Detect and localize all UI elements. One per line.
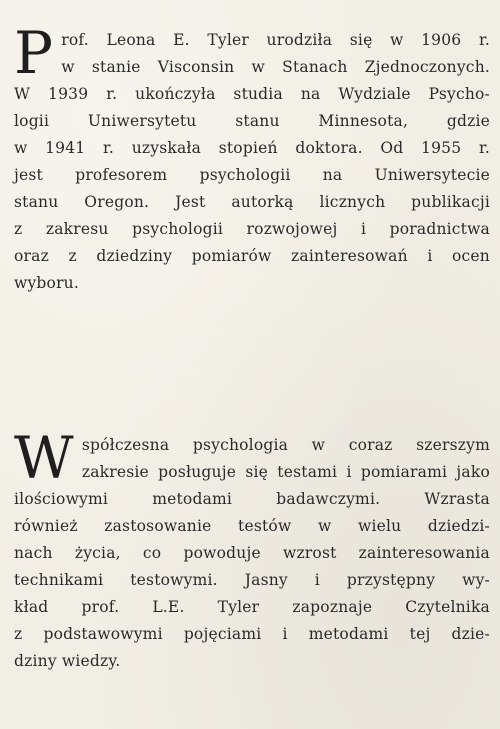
description-line: spółczesna psychologia w coraz szerszym [81, 436, 490, 454]
book-description [14, 424, 490, 675]
dropcap-p: P [14, 19, 54, 87]
dropcap-w: W [14, 424, 74, 492]
description-line: dziny wiedzy. [14, 652, 121, 670]
description-line: ilościowymi metodami badawczymi. Wzrasta [14, 490, 490, 508]
bio-line: logii Uniwersytetu stanu Minnesota, gdzie [14, 112, 490, 130]
bio-line: w stanie Visconsin w Stanach Zjednoczonych. [61, 58, 490, 76]
bio-line: w 1941 r. uzyskała stopień doktora. Od 1955 r. [14, 139, 490, 157]
bio-line: wyboru. [14, 274, 79, 292]
bio-line: stanu Oregon. Jest autorką licznych publikacji [14, 193, 490, 211]
description-line: zakresie posługuje się testami i pomiarami jako [81, 463, 490, 481]
description-line: nach życia, co powoduje wzrost zainteresowania [14, 544, 490, 562]
description-line: kład prof. L.E. Tyler zapoznaje Czytelnika [14, 598, 490, 616]
bio-line: jest profesorem psychologii na Uniwersytecie [14, 166, 490, 184]
description-line: technikami testowymi. Jasny i przystępny wy- [14, 571, 490, 589]
bio-line: z zakresu psychologii rozwojowej i poradnictwa [14, 220, 490, 238]
description-line: z podstawowymi pojęciami i metodami tej dzie- [14, 625, 490, 643]
description-line: również zastosowanie testów w wielu dziedzi- [14, 517, 490, 535]
bio-line: rof. Leona E. Tyler urodziła się w 1906 r. [61, 31, 490, 49]
bio-line: W 1939 r. ukończyła studia na Wydziale Psycho- [14, 85, 490, 103]
bio-line: oraz z dziedziny pomiarów zainteresowań i ocen [14, 247, 490, 265]
author-biography [14, 19, 490, 297]
